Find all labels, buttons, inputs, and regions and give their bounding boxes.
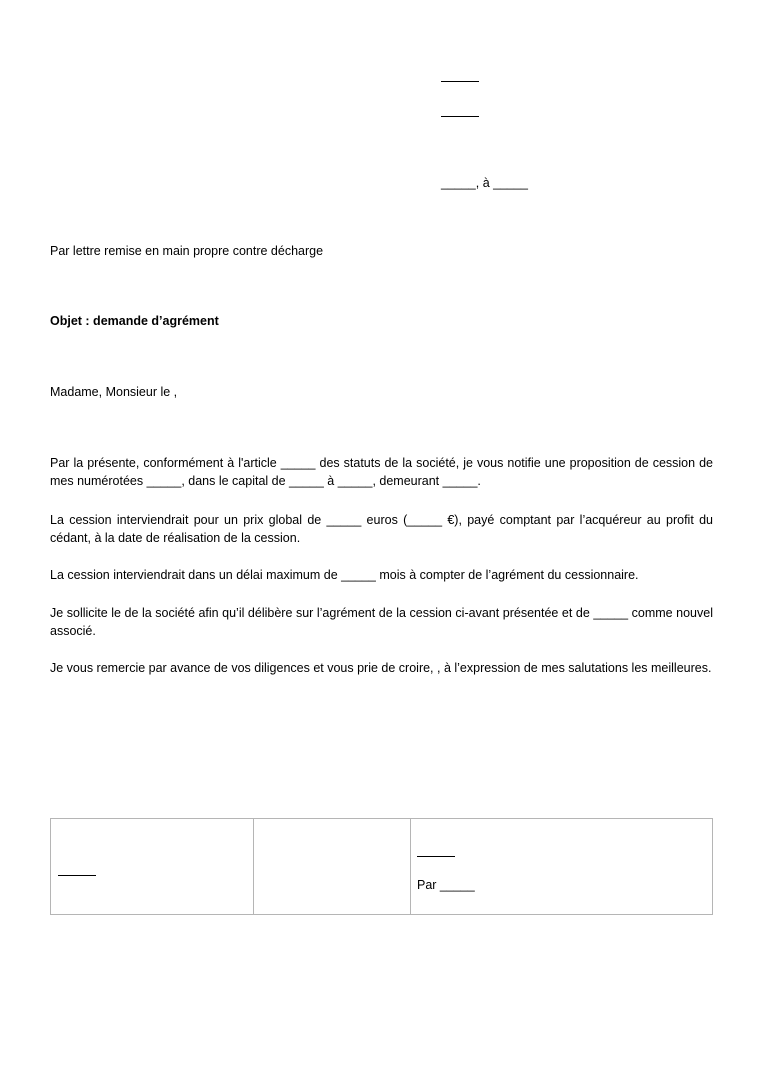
recipient-address-blank: [441, 116, 479, 117]
paragraph-delay: La cession interviendrait dans un délai maximum de _____ mois à compter de l’agrément du cessionnaire.: [50, 568, 639, 582]
salutation: Madame, Monsieur le ,: [50, 385, 178, 399]
right-signatory-blank: [417, 856, 455, 857]
paragraph-closing: Je vous remercie par avance de vos diligences et vous prie de croire, , à l’expression de mes salutations les meilleures.: [50, 661, 712, 675]
signature-cell-right: [411, 819, 714, 914]
left-signatory-blank: [58, 875, 96, 876]
place-date-line: _____, à _____: [441, 176, 528, 190]
recipient-name-blank: [441, 81, 479, 82]
signed-by-line: Par _____: [417, 878, 475, 892]
signature-cell-middle: [254, 819, 411, 914]
paragraph-price: La cession interviendrait pour un prix global de _____ euros (_____ €), payé comptant par l’acquéreur au profit du cédant, à la date de réalisation de la cession.: [50, 513, 713, 545]
signature-table: [50, 818, 713, 915]
delivery-note: Par lettre remise en main propre contre décharge: [50, 244, 324, 258]
object-line: Objet : demande d’agrément: [50, 314, 219, 328]
paragraph-request: Je sollicite le de la société afin qu’il délibère sur l’agrément de la cession ci-avant présentée et de _____ comme nouvel associé.: [50, 606, 713, 638]
signature-cell-left: [51, 819, 254, 914]
paragraph-notification: Par la présente, conformément à l'article _____ des statuts de la société, je vous notifie une proposition de cession de mes numérotées _____, dans le capital de _____ à _____, demeurant _____.: [50, 456, 713, 488]
